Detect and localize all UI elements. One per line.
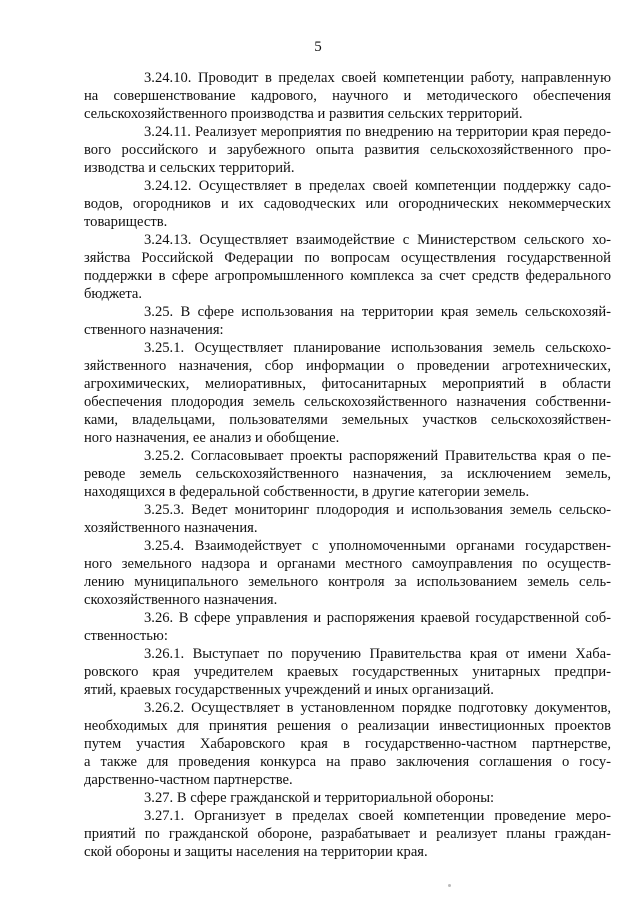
paragraph [84,807,611,861]
text-line: 3.24.10. Проводит в пределах своей компетенции работу, направленную [144,70,611,86]
text-line: 3.26.2. Осуществляет в установленном порядке подготовку документов, [144,700,611,716]
text-line: на совершенствование кадрового, научного и методического обеспечения [84,88,611,104]
text-line: изводства и сельских территорий. [84,160,295,176]
text-line: 3.27. В сфере гражданской и территориальной обороны: [144,790,495,806]
paragraph [84,177,611,231]
text-line: ственного назначения: [84,322,224,338]
text-line: 3.25. В сфере использования на территории края земель сельскохозяй- [144,304,611,320]
document-body [84,69,611,861]
text-line: зяйственного назначения, сбор информации о проведении агротехнических, [84,358,611,374]
paragraph [84,69,611,123]
text-line: ятий, краевых государственных учреждений и иных организаций. [84,682,494,698]
paragraph [84,609,611,645]
text-line: 3.25.4. Взаимодействует с уполномоченными органами государствен- [144,538,611,554]
text-line: вого российского и зарубежного опыта развития сельскохозяйственного про- [84,142,611,158]
text-line: 3.24.13. Осуществляет взаимодействие с Министерством сельского хо- [144,232,611,248]
text-line: ного земельного надзора и органами местного самоуправления по осуществ- [84,556,611,572]
text-line: сельскохозяйственного производства и развития сельских территорий. [84,106,523,122]
paragraph [84,645,611,699]
text-line: ного назначения, ее анализ и обобщение. [84,430,340,446]
paragraph [84,339,611,447]
text-line: поддержки в сфере агропромышленного комплекса за счет средств федерального [84,268,611,284]
text-line: скохозяйственного назначения. [84,592,278,608]
text-line: лению муниципального земельного контроля за использованием земель сель- [84,574,611,590]
paragraph [84,501,611,537]
text-line: обеспечения плодородия земель сельскохозяйственного назначения собственни- [84,394,611,410]
text-line: приятий по гражданской обороне, разрабатывает и реализует планы граждан- [84,826,611,842]
text-line: товариществ. [84,214,168,230]
scan-artifact [448,884,451,887]
text-line: путем участия Хабаровского края в государственно-частном партнерстве, [84,736,611,752]
text-line: реводе земель сельскохозяйственного назначения, за исключением земель, [84,466,611,482]
text-line: бюджета. [84,286,143,302]
page-number: 5 [314,39,322,55]
paragraph [84,699,611,789]
text-line: находящихся в федеральной собственности, в другие категории земель. [84,484,530,500]
paragraph [84,123,611,177]
text-line: 3.24.11. Реализует мероприятия по внедрению на территории края передо- [144,124,611,140]
text-line: 3.25.1. Осуществляет планирование использования земель сельскохо- [144,340,611,356]
text-line: агрохимических, мелиоративных, фитосанитарных мероприятий в области [84,376,611,392]
paragraph [84,231,611,303]
text-line: ровского края учредителем краевых государственных унитарных предпри- [84,664,611,680]
text-line: 3.24.12. Осуществляет в пределах своей компетенции поддержку садо- [144,178,611,194]
text-line: необходимых для принятия решения о реализации инвестиционных проектов [84,718,611,734]
text-line: 3.26. В сфере управления и распоряжения краевой государственной соб- [144,610,611,626]
paragraph [84,303,611,339]
text-line: ственностью: [84,628,168,644]
text-line: дарственно-частном партнерстве. [84,772,293,788]
paragraph [84,789,611,807]
text-line: 3.27.1. Организует в пределах своей компетенции проведение меро- [144,808,611,824]
paragraph [84,447,611,501]
text-line: 3.25.3. Ведет мониторинг плодородия и использования земель сельско- [144,502,611,518]
text-line: водов, огородников и их садоводческих или огороднических некоммерческих [84,196,611,212]
text-line: ской обороны и защиты населения на территории края. [84,844,428,860]
text-line: ками, владельцами, пользователями земельных участков сельскохозяйствен- [84,412,611,428]
text-line: зяйства Российской Федерации по вопросам осуществления государственной [84,250,611,266]
text-line: хозяйственного назначения. [84,520,258,536]
paragraph [84,537,611,609]
text-line: а также для проведения конкурса на право заключения соглашения о госу- [84,754,611,770]
text-line: 3.25.2. Согласовывает проекты распоряжений Правительства края о пе- [144,448,611,464]
text-line: 3.26.1. Выступает по поручению Правительства края от имени Хаба- [144,646,611,662]
